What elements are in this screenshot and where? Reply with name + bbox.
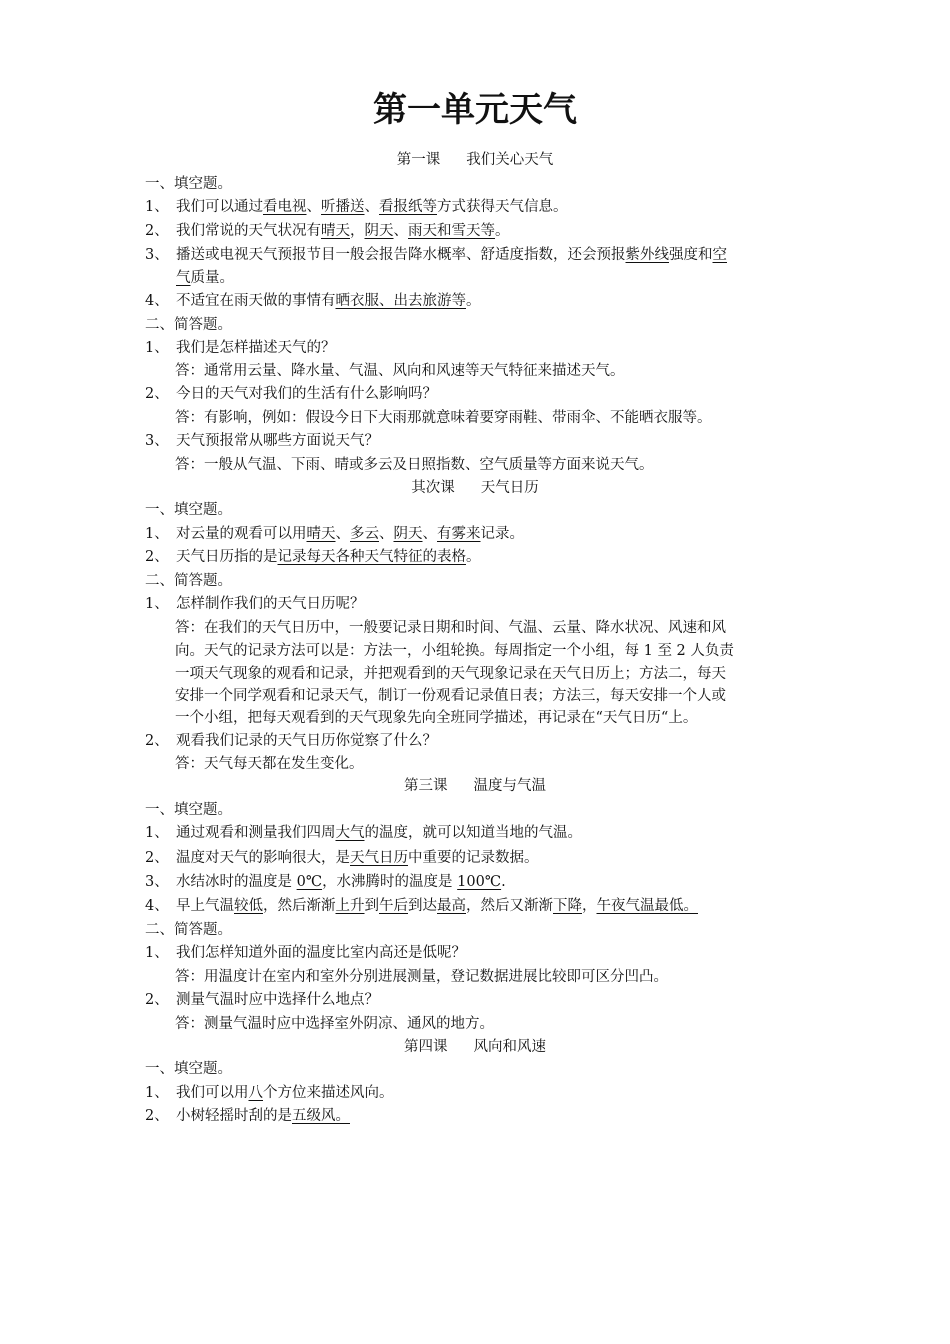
answer-blank: 晴天	[321, 223, 350, 239]
item-number: 2、	[145, 850, 169, 866]
answer-line: 答：用温度计在室内和室外分别进展测量，登记数据进展比较即可区分凹凸。	[175, 969, 668, 985]
question-line: 今日的天气对我们的生活有什么影响吗？	[176, 386, 437, 402]
question-line: 我们可以用八个方位来描述风向。	[176, 1085, 394, 1101]
item-number: 2、	[145, 386, 169, 402]
section-fill-blank: 一、填空题。	[145, 802, 232, 818]
answer-blank: 午后	[379, 898, 408, 914]
question-line: 小树轻摇时刮的是五级风。	[176, 1108, 350, 1124]
answer-blank: 最高	[437, 898, 466, 914]
answer-line: 答：测量气温时应中选择室外阴凉、通风的地方。	[175, 1016, 494, 1032]
answer-line: 答：通常用云量、降水量、气温、风向和风速等天气特征来描述天气。	[175, 363, 625, 379]
answer-blank: 晒衣服、出去旅游等	[335, 293, 466, 309]
question-line: 我们可以通过看电视、听播送、看报纸等方式获得天气信息。	[176, 199, 568, 215]
answer-line: 向。天气的记录方法可以是：方法一，小组轮换。每周指定一个小组，每 1 至 2 人负责	[175, 643, 734, 659]
item-number: 2、	[145, 223, 169, 239]
section-fill-blank: 一、填空题。	[145, 1061, 232, 1077]
lesson-name: 天气日历	[480, 480, 539, 496]
item-number: 4、	[145, 293, 169, 309]
answer-blank: 阴天	[393, 526, 423, 542]
answer-blank: 看报纸等	[379, 199, 437, 215]
answer-line: 答：有影响，例如：假设今日下大雨那就意味着要穿雨鞋、带雨伞、不能晒衣服等。	[175, 410, 712, 426]
question-line: 我们是怎样描述天气的？	[176, 340, 336, 356]
lesson-number: 第三课	[404, 778, 448, 794]
answer-line: 答：一般从气温、下雨、晴或多云及日照指数、空气质量等方面来说天气。	[175, 457, 654, 473]
answer-blank: 记录每天各种天气特征的表格	[277, 549, 466, 565]
answer-blank: 晴天	[306, 526, 336, 542]
answer-blank: 听播送	[321, 199, 365, 215]
lesson-number: 第四课	[404, 1039, 448, 1055]
item-number: 2、	[145, 549, 169, 565]
lesson-3-heading	[0, 776, 950, 796]
answer-blank: 八	[248, 1085, 263, 1101]
answer-blank: 0℃	[296, 874, 323, 890]
question-line: 天气预报常从哪些方面说天气？	[176, 433, 379, 449]
question-line: 观看我们记录的天气日历你觉察了什么？	[176, 733, 437, 749]
item-number: 2、	[145, 733, 169, 749]
section-fill-blank: 一、填空题。	[145, 502, 232, 518]
lesson-number: 其次课	[411, 480, 455, 496]
question-line: 怎样制作我们的天气日历呢？	[176, 596, 365, 612]
item-number: 2、	[145, 992, 169, 1008]
lesson-1-heading	[0, 150, 950, 170]
section-short-answer: 二、简答题。	[145, 573, 232, 589]
item-number: 1、	[145, 526, 169, 542]
lesson-number: 第一课	[396, 152, 441, 168]
page-title: 第一单元天气	[373, 90, 577, 130]
answer-line: 一项天气现象的观看和记录，并把观看到的天气现象记录在天气日历上；方法二，每天	[175, 666, 726, 682]
item-number: 1、	[145, 1085, 169, 1101]
section-fill-blank: 一、填空题。	[145, 176, 232, 192]
item-number: 3、	[145, 433, 169, 449]
answer-blank: 午夜气温最低。	[596, 898, 698, 914]
answer-blank: 五级风。	[292, 1108, 350, 1124]
question-line: 早上气温较低，然后渐渐上升到午后到达最高，然后又渐渐下降，午夜气温最低。	[176, 898, 698, 914]
answer-blank: 阴天	[364, 223, 394, 239]
item-number: 2、	[145, 1108, 169, 1124]
answer-blank: 雨天和雪天等	[408, 223, 495, 239]
question-line: 播送或电视天气预报节目一般会报告降水概率、舒适度指数，还会预报紫外线强度和空	[176, 247, 727, 263]
answer-blank: 看电视	[263, 199, 307, 215]
lesson-4-heading	[0, 1037, 950, 1057]
section-short-answer: 二、简答题。	[145, 922, 232, 938]
question-line: 通过观看和测量我们四周大气的温度，就可以知道当地的气温。	[176, 825, 582, 841]
question-line: 对云量的观看可以用晴天、多云、阴天、有雾来记录。	[176, 526, 524, 542]
lesson-name: 我们关心天气	[466, 152, 554, 168]
answer-blank: 下降	[553, 898, 582, 914]
answer-blank: 大气	[335, 825, 365, 841]
item-number: 1、	[145, 199, 169, 215]
lesson-name: 风向和风速	[473, 1039, 546, 1055]
answer-line: 一个小组，把每天观看到的天气现象先向全班同学描述，再记录在“天气日历“上。	[175, 710, 698, 726]
lesson-2-heading	[0, 478, 950, 498]
question-line: 温度对天气的影响很大，是天气日历中重要的记录数据。	[176, 850, 539, 866]
answer-line: 答：天气每天都在发生变化。	[175, 756, 364, 772]
answer-line: 安排一个同学观看和记录天气，制订一份观看记录值日表；方法三，每天安排一个人或	[175, 688, 726, 704]
answer-blank: 多云	[350, 526, 379, 542]
question-line: 我们常说的天气状况有晴天，阴天、雨天和雪天等。	[176, 223, 510, 239]
item-number: 3、	[145, 247, 169, 263]
item-number: 1、	[145, 340, 169, 356]
answer-blank: 有雾来	[437, 526, 481, 542]
question-line: 天气日历指的是记录每天各种天气特征的表格。	[176, 549, 481, 565]
answer-blank: 100℃	[457, 874, 502, 890]
answer-blank: 气	[176, 270, 191, 286]
answer-blank: 天气日历	[350, 850, 408, 866]
item-number: 3、	[145, 874, 169, 890]
answer-blank: 上升	[335, 898, 365, 914]
item-number: 1、	[145, 825, 169, 841]
answer-blank: 空	[712, 247, 727, 263]
item-number: 4、	[145, 898, 169, 914]
question-line: 我们怎样知道外面的温度比室内高还是低呢？	[176, 945, 466, 961]
question-line: 不适宜在雨天做的事情有晒衣服、出去旅游等。	[176, 293, 481, 309]
section-short-answer: 二、简答题。	[145, 317, 232, 333]
question-line: 水结冰时的温度是 0℃，水沸腾时的温度是 100℃.	[176, 874, 506, 890]
question-line: 测量气温时应中选择什么地点？	[176, 992, 379, 1008]
answer-line: 答：在我们的天气日历中，一般要记录日期和时间、气温、云量、降水状况、风速和风	[175, 620, 726, 636]
question-line-continued: 气质量。	[176, 270, 234, 286]
item-number: 1、	[145, 945, 169, 961]
item-number: 1、	[145, 596, 169, 612]
answer-blank: 紫外线	[625, 247, 669, 263]
answer-blank: 较低	[234, 898, 263, 914]
lesson-name: 温度与气温	[473, 778, 546, 794]
